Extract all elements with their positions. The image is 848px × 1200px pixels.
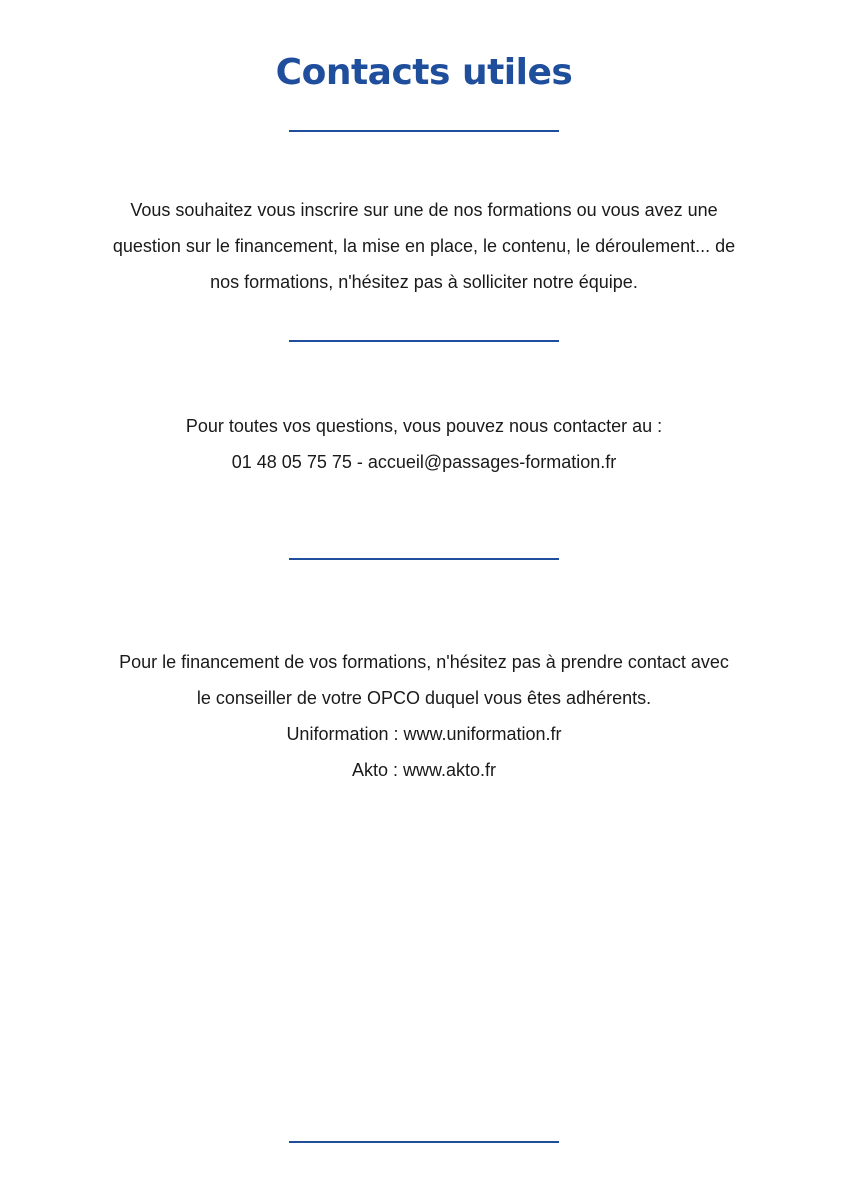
divider-1 — [289, 130, 559, 132]
divider-2 — [289, 340, 559, 342]
financing-line-uniformation: Uniformation : www.uniformation.fr — [286, 724, 562, 744]
financing-line-akto: Akto : www.akto.fr — [351, 760, 497, 780]
divider-3 — [289, 558, 559, 560]
contact-line-1: Pour toutes vos questions, vous pouvez nous contacter au : — [185, 416, 663, 436]
financing-line-2: le conseiller de votre OPCO duquel vous êtes adhérents. — [196, 688, 652, 708]
page-title: Contacts utiles — [275, 52, 573, 93]
contact-line-2: 01 48 05 75 75 - accueil@passages-formation.fr — [231, 452, 617, 472]
contact-paragraph — [60, 408, 788, 480]
intro-line-2: question sur le financement, la mise en place, le contenu, le déroulement... de — [112, 236, 736, 256]
intro-paragraph — [60, 192, 788, 300]
financing-paragraph — [60, 644, 788, 788]
intro-line-1: Vous souhaitez vous inscrire sur une de nos formations ou vous avez une — [130, 200, 718, 220]
financing-line-1: Pour le financement de vos formations, n'hésitez pas à prendre contact avec — [119, 652, 729, 672]
divider-4 — [289, 1141, 559, 1143]
intro-line-3: nos formations, n'hésitez pas à solliciter notre équipe. — [210, 272, 638, 292]
